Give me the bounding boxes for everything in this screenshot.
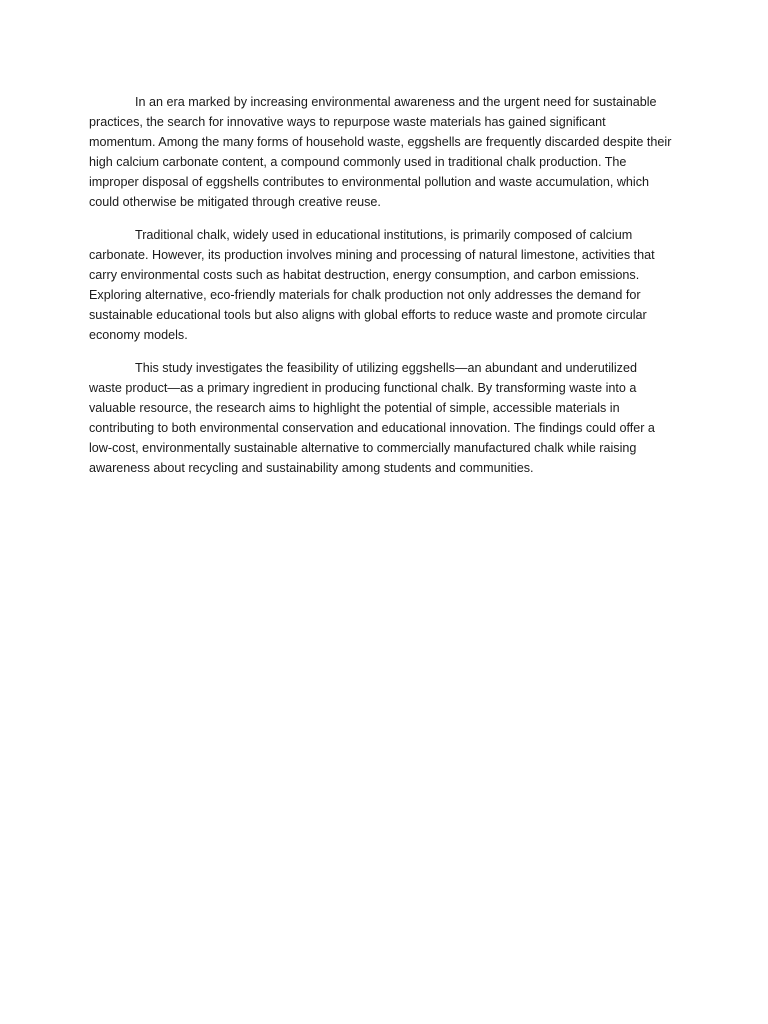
document-body [89,92,673,491]
paragraph-study-purpose: This study investigates the feasibility of utilizing eggshells—an abundant and underutilized waste product—as a primary ingredient in producing functional chalk. By transforming waste into a valuable resource, the research aims to highlight the potential of simple, accessible materials in contributing to both environmental conservation and educational innovation. The findings could offer a low-cost, environmentally sustainable alternative to commercially manufactured chalk while raising awareness about recycling and sustainability among students and communities. [89,361,655,475]
paragraph-traditional-chalk: Traditional chalk, widely used in educational institutions, is primarily composed of calcium carbonate. However, its production involves mining and processing of natural limestone, activities that carry environmental costs such as habitat destruction, energy consumption, and carbon emissions. Exploring alternative, eco-friendly materials for chalk production not only addresses the demand for sustainable educational tools but also aligns with global efforts to reduce waste and promote circular economy models. [89,228,655,342]
paragraph-introduction: In an era marked by increasing environmental awareness and the urgent need for sustainable practices, the search for innovative ways to repurpose waste materials has gained significant momentum. Among the many forms of household waste, eggshells are frequently discarded despite their high calcium carbonate content, a compound commonly used in traditional chalk production. The improper disposal of eggshells contributes to environmental pollution and waste accumulation, which could otherwise be mitigated through creative reuse. [89,95,672,209]
